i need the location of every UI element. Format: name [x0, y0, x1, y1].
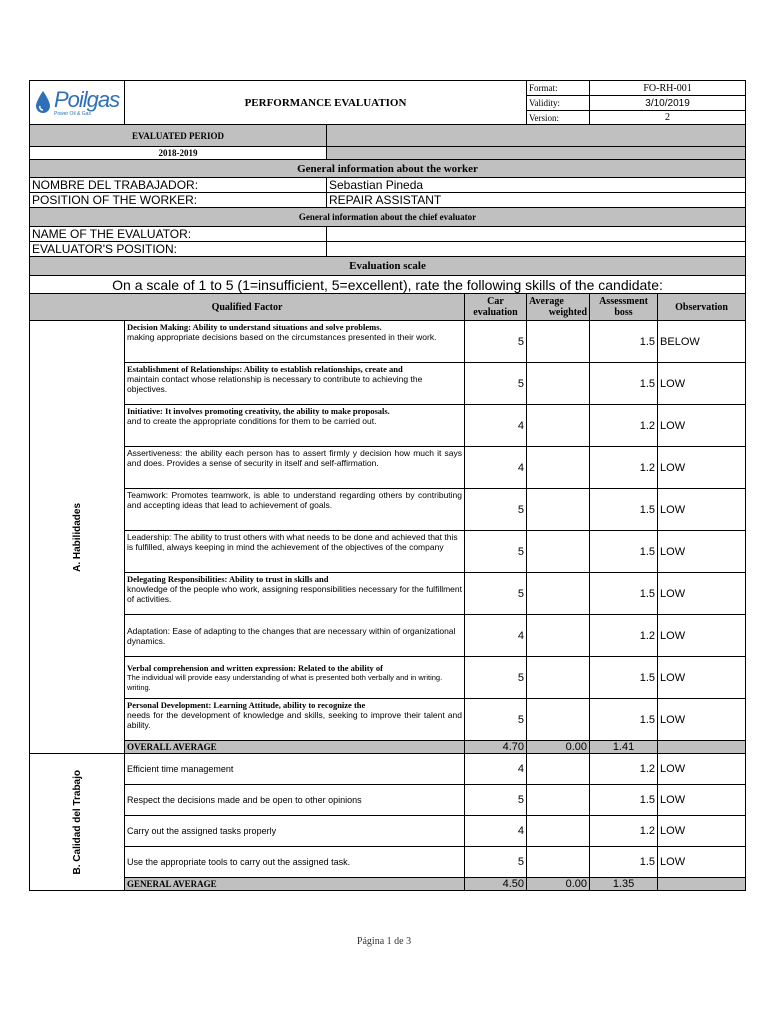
- validity-value: 3/10/2019: [590, 96, 746, 111]
- observation-cell: LOW: [658, 363, 746, 405]
- assessment-cell: 1.2: [590, 405, 658, 447]
- average-weighted-cell: [527, 573, 590, 615]
- car-evaluation-cell: 5: [465, 699, 527, 741]
- page-number: Página 1 de 3: [356, 936, 412, 947]
- car-evaluation-cell: 5: [465, 489, 527, 531]
- observation-cell: LOW: [658, 405, 746, 447]
- worker-name-value: Sebastian Pineda: [327, 178, 746, 193]
- average-weighted-cell: [527, 363, 590, 405]
- car-evaluation-cell: 5: [465, 531, 527, 573]
- assessment-cell: 1.5: [590, 657, 658, 699]
- document-title: PERFORMANCE EVALUATION: [125, 81, 527, 125]
- observation-cell: LOW: [658, 785, 746, 816]
- logo-cell: [30, 81, 125, 125]
- observation-cell: LOW: [658, 447, 746, 489]
- assessment-cell: 1.5: [590, 699, 658, 741]
- version-value: 2: [590, 111, 746, 125]
- observation-cell: LOW: [658, 657, 746, 699]
- average-weighted-cell: [527, 489, 590, 531]
- observation-cell: LOW: [658, 531, 746, 573]
- observation-cell: LOW: [658, 489, 746, 531]
- car-evaluation-cell: 4: [465, 615, 527, 657]
- overall-average-label: OVERALL AVERAGE: [125, 741, 465, 754]
- general-car-total: 4.50: [465, 878, 527, 891]
- worker-position-label: POSITION OF THE WORKER:: [30, 193, 327, 208]
- factor-body: maintain contact whose relationship is necessary to contribute to achieving the objectives.: [127, 374, 423, 394]
- evaluation-sheet: [29, 80, 745, 891]
- observation-cell: LOW: [658, 847, 746, 878]
- evaluation-table: [29, 80, 746, 891]
- col-assess-line1: Assessment: [599, 296, 648, 307]
- average-weighted-cell: [527, 657, 590, 699]
- evaluator-section-title: General information about the chief evaluator: [30, 208, 746, 227]
- period-filler-2: [327, 147, 746, 160]
- general-weighted-total: 0.00: [527, 878, 590, 891]
- assessment-cell: 1.2: [590, 816, 658, 847]
- col-average-weighted: [527, 294, 590, 321]
- company-logo: [30, 83, 124, 123]
- overall-observation-empty: [658, 741, 746, 754]
- factor-body: Leadership: The ability to trust others with what needs to be done and achieved that this is fulfilled, always keeping in mind the achievement of the objectives of the company: [127, 532, 458, 552]
- observation-cell: LOW: [658, 754, 746, 785]
- average-weighted-cell: [527, 615, 590, 657]
- assessment-cell: 1.5: [590, 531, 658, 573]
- factor-title: Decision Making: Ability to understand situations and solve problems.: [127, 322, 382, 332]
- evaluator-name-value: [327, 227, 746, 242]
- car-evaluation-cell: 5: [465, 321, 527, 363]
- factor-assertiveness: [125, 447, 465, 489]
- col-avg-line1: Average: [529, 296, 564, 307]
- factor-title: Initiative: It involves promoting creativity, the ability to make proposals.: [127, 406, 390, 416]
- scale-title: Evaluation scale: [30, 257, 746, 276]
- col-car-line1: Car: [487, 296, 504, 307]
- validity-label: Validity:: [527, 96, 590, 111]
- version-label: Version:: [527, 111, 590, 125]
- average-weighted-cell: [527, 699, 590, 741]
- factor-teamwork: [125, 489, 465, 531]
- col-qualified-factor: Qualified Factor: [30, 294, 465, 321]
- col-car-evaluation: [465, 294, 527, 321]
- car-evaluation-cell: 5: [465, 847, 527, 878]
- factor-initiative: [125, 405, 465, 447]
- factor-respect-decisions: Respect the decisions made and be open to other opinions: [125, 785, 465, 816]
- car-evaluation-cell: 5: [465, 573, 527, 615]
- car-evaluation-cell: 4: [465, 405, 527, 447]
- assessment-cell: 1.5: [590, 321, 658, 363]
- general-average-label: GENERAL AVERAGE: [125, 878, 465, 891]
- factor-body: and to create the appropriate conditions for them to be carried out.: [127, 416, 377, 426]
- factor-adaptation: [125, 615, 465, 657]
- section-a-label: A. Habilidades: [71, 502, 83, 572]
- period-label: EVALUATED PERIOD: [30, 125, 327, 147]
- evaluator-position-label: EVALUATOR'S POSITION:: [30, 242, 327, 257]
- worker-name-label: NOMBRE DEL TRABAJADOR:: [30, 178, 327, 193]
- factor-relationships: [125, 363, 465, 405]
- assessment-cell: 1.5: [590, 489, 658, 531]
- factor-delegating: [125, 573, 465, 615]
- average-weighted-cell: [527, 321, 590, 363]
- format-value: FO-RH-001: [590, 81, 746, 96]
- factor-body: Adaptation: Ease of adapting to the changes that are necessary within of organizational dynamics.: [127, 626, 456, 646]
- assessment-cell: 1.5: [590, 363, 658, 405]
- factor-appropriate-tools: Use the appropriate tools to carry out the assigned task.: [125, 847, 465, 878]
- car-evaluation-cell: 4: [465, 754, 527, 785]
- assessment-cell: 1.5: [590, 573, 658, 615]
- observation-cell: BELOW: [658, 321, 746, 363]
- section-b-label: B. Calidad del Trabajo: [71, 769, 83, 875]
- observation-cell: LOW: [658, 816, 746, 847]
- col-car-line2: evaluation: [473, 307, 518, 318]
- worker-position-value: REPAIR ASSISTANT: [327, 193, 746, 208]
- evaluator-name-label: NAME OF THE EVALUATOR:: [30, 227, 327, 242]
- overall-assessment-total: 1.41: [590, 741, 658, 754]
- factor-time-management: Efficient time management: [125, 754, 465, 785]
- factor-body: The individual will provide easy understanding of what is presented both verbally and in writing. writing.: [127, 673, 443, 692]
- general-assessment-total: 1.35: [590, 878, 658, 891]
- overall-car-total: 4.70: [465, 741, 527, 754]
- factor-body: Teamwork: Promotes teamwork, is able to understand regarding others by contributing and accepting ideas that lead to achievement of goals.: [127, 490, 462, 510]
- car-evaluation-cell: 5: [465, 363, 527, 405]
- factor-personal-development: [125, 699, 465, 741]
- average-weighted-cell: [527, 405, 590, 447]
- car-evaluation-cell: 4: [465, 816, 527, 847]
- factor-title: Establishment of Relationships: Ability to establish relationships, create and: [127, 364, 403, 374]
- logo-tagline: Power Oil & Gas: [54, 110, 91, 117]
- col-assessment-boss: [590, 294, 658, 321]
- section-a-label-cell: [30, 321, 125, 754]
- observation-cell: LOW: [658, 699, 746, 741]
- col-observation: Observation: [658, 294, 746, 321]
- drop-logo-icon: [34, 90, 52, 116]
- car-evaluation-cell: 4: [465, 447, 527, 489]
- evaluator-position-value: [327, 242, 746, 257]
- assessment-cell: 1.2: [590, 447, 658, 489]
- assessment-cell: 1.5: [590, 847, 658, 878]
- factor-leadership: [125, 531, 465, 573]
- period-filler: [327, 125, 746, 147]
- col-avg-line2: weighted: [548, 307, 588, 318]
- section-b-label-cell: [30, 754, 125, 891]
- average-weighted-cell: [527, 447, 590, 489]
- average-weighted-cell: [527, 816, 590, 847]
- factor-body: needs for the development of knowledge and skills, seeking to improve their talent and ability.: [127, 710, 462, 730]
- factor-verbal-comprehension: [125, 657, 465, 699]
- car-evaluation-cell: 5: [465, 785, 527, 816]
- general-observation-empty: [658, 878, 746, 891]
- car-evaluation-cell: 5: [465, 657, 527, 699]
- format-label: Format:: [527, 81, 590, 96]
- average-weighted-cell: [527, 847, 590, 878]
- average-weighted-cell: [527, 785, 590, 816]
- col-assess-line2: boss: [614, 307, 633, 318]
- observation-cell: LOW: [658, 615, 746, 657]
- assessment-cell: 1.2: [590, 754, 658, 785]
- worker-section-title: General information about the worker: [30, 160, 746, 178]
- factor-assigned-tasks: Carry out the assigned tasks properly: [125, 816, 465, 847]
- factor-body: making appropriate decisions based on the circumstances presented in their work.: [127, 332, 437, 342]
- factor-title: Personal Development: Learning Attitude, ability to recognize the: [127, 700, 366, 710]
- factor-body: Assertiveness: the ability each person has to assert firmly y decision how much it says and does. Provides a sense of security in itself and self-affirmation.: [127, 448, 462, 468]
- logo-text: Poilgas: [54, 86, 120, 112]
- average-weighted-cell: [527, 754, 590, 785]
- factor-body: knowledge of the people who work, assigning responsibilities necessary for the fulfillment of activities.: [127, 584, 462, 604]
- factor-title: Verbal comprehension and written expression: Related to the ability of: [127, 663, 384, 673]
- assessment-cell: 1.2: [590, 615, 658, 657]
- scale-instruction: On a scale of 1 to 5 (1=insufficient, 5=excellent), rate the following skills of the candidate:: [30, 276, 746, 294]
- overall-weighted-total: 0.00: [527, 741, 590, 754]
- average-weighted-cell: [527, 531, 590, 573]
- factor-decision-making: [125, 321, 465, 363]
- factor-title: Delegating Responsibilities: Ability to trust in skills and: [127, 574, 329, 584]
- assessment-cell: 1.5: [590, 785, 658, 816]
- period-value: 2018-2019: [30, 147, 327, 160]
- observation-cell: LOW: [658, 573, 746, 615]
